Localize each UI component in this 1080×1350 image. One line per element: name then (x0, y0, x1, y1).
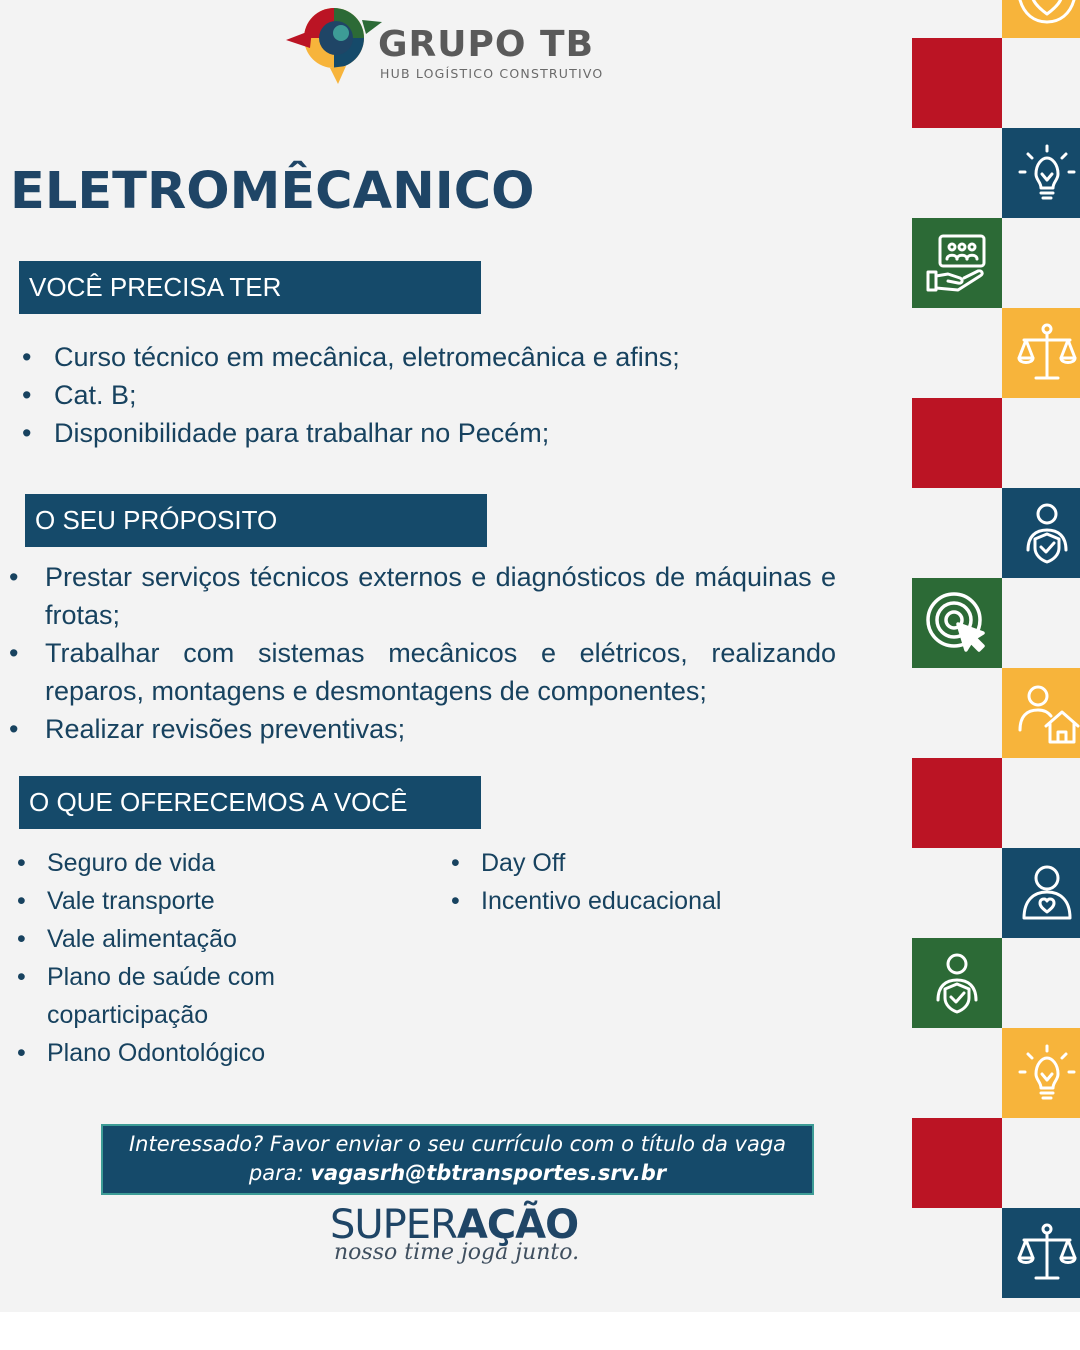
list-item: • Seguro de vida (19, 844, 319, 882)
slogan-bold: AÇÃO (456, 1202, 579, 1248)
brand-logo (286, 0, 616, 86)
list-item: • Disponibilidade para trabalhar no Pecém; (20, 414, 840, 452)
person-home-icon (1002, 668, 1080, 758)
list-item: • Day Off (453, 844, 793, 882)
list-item: • Vale transporte (19, 882, 319, 920)
slogan-light: SUPER (330, 1202, 457, 1248)
list-item: • Cat. B; (20, 376, 840, 414)
slogan-tagline: nosso time joga junto. (334, 1240, 580, 1265)
team-board-icon (912, 218, 1002, 308)
person-shield-icon (1002, 488, 1080, 578)
purpose-list (9, 558, 836, 748)
brand-tagline: HUB LOGÍSTICO CONSTRUTIVO (380, 66, 604, 81)
brand-name: GRUPO TB (378, 24, 595, 65)
benefits-list-left (19, 844, 319, 1072)
list-item: • Incentivo educacional (453, 882, 793, 920)
person-heart-icon (1002, 848, 1080, 938)
list-item: • Prestar serviços técnicos externos e diagnósticos de máquinas e frotas; (9, 558, 836, 634)
target-icon (912, 578, 1002, 668)
requirements-heading: VOCÊ PRECISA TER (19, 261, 481, 314)
list-item: • Vale alimentação (19, 920, 319, 958)
list-item: • Realizar revisões preventivas; (9, 710, 836, 748)
scales-icon (1002, 308, 1080, 398)
heart-hands-icon (1002, 0, 1080, 38)
benefits-heading: O QUE OFERECEMOS A VOCÊ (19, 776, 481, 829)
color-block (912, 398, 1002, 488)
color-block (912, 38, 1002, 128)
lightbulb-icon (1002, 1028, 1080, 1118)
superacao-logo (330, 1200, 580, 1280)
requirements-list (20, 338, 840, 452)
benefits-list-right (453, 844, 793, 920)
application-text: Interessado? Favor enviar o seu currículo com o título da vaga (128, 1132, 787, 1156)
list-item: • Trabalhar com sistemas mecânicos e elétricos, realizando reparos, montagens e desmontagens de componentes; (9, 634, 836, 710)
list-item: • Plano Odontológico (19, 1034, 319, 1072)
job-title: ELETROMÊCANICO (10, 162, 535, 221)
person-shield-icon (912, 938, 1002, 1028)
color-block (912, 1118, 1002, 1208)
application-prefix: para: (248, 1161, 311, 1185)
list-item: • Plano de saúde com coparticipação (19, 958, 319, 1034)
application-instructions (101, 1124, 814, 1195)
list-item: • Curso técnico em mecânica, eletromecânica e afins; (20, 338, 840, 376)
scales-icon (1002, 1208, 1080, 1298)
purpose-heading: O SEU PRÓPOSITO (25, 494, 487, 547)
globe-logo-icon (286, 0, 382, 84)
lightbulb-icon (1002, 128, 1080, 218)
contact-email[interactable]: vagasrh@tbtransportes.srv.br (310, 1161, 667, 1185)
color-block (912, 758, 1002, 848)
